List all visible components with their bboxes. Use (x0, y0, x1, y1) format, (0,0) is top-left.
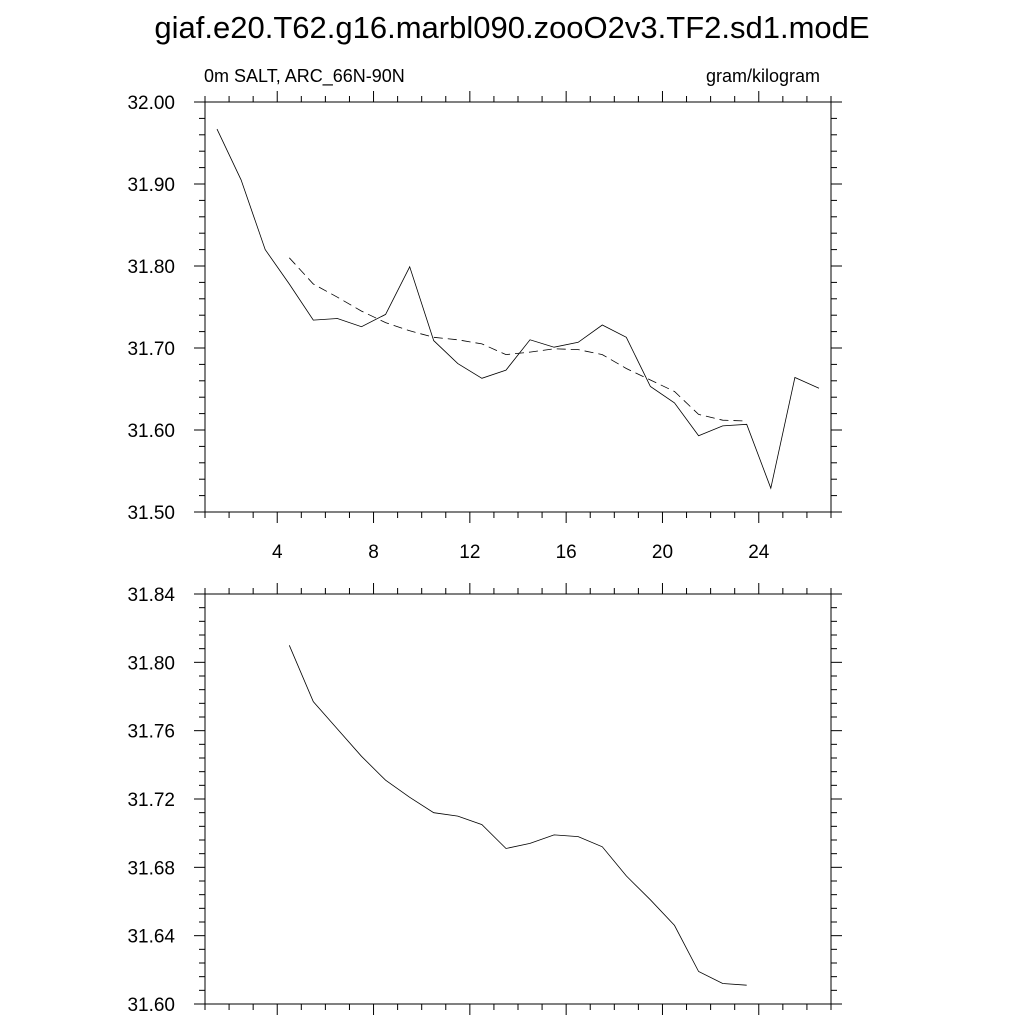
bottom-y-tick-label: 31.84 (127, 585, 175, 606)
bottom-y-tick-label: 31.60 (127, 995, 175, 1016)
bottom-y-tick-label: 31.68 (127, 858, 175, 880)
top-panel (127, 91, 842, 563)
top-x-tick-label: 12 (459, 542, 481, 563)
units-label: gram/kilogram (705, 66, 820, 86)
bottom-y-tick-label: 31.76 (127, 721, 175, 743)
bottom-y-tick-label: 31.72 (127, 790, 175, 811)
figure-title: giaf.e20.T62.g16.marbl090.zooO2v3.TF2.sd1.modE (154, 10, 870, 45)
bottom-panel (127, 583, 842, 1016)
bottom-y-tick-label: 31.80 (127, 653, 175, 675)
top-x-tick-label: 20 (651, 542, 674, 563)
top-y-tick-label: 32.00 (127, 93, 175, 114)
bottom-y-tick-label: 31.64 (127, 926, 175, 948)
top-y-tick-label: 31.70 (127, 339, 175, 360)
variable-region-label: 0m SALT, ARC_66N-90N (204, 66, 405, 86)
top-plot-frame (205, 102, 831, 512)
top-y-tick-label: 31.80 (127, 257, 175, 278)
top-series-line-dashed (289, 258, 746, 421)
top-y-tick-label: 31.50 (127, 503, 175, 524)
bottom-plot-frame (205, 594, 831, 1004)
top-y-tick-label: 31.60 (127, 421, 175, 442)
top-series-line-solid (217, 129, 819, 488)
top-x-tick-label: 8 (368, 542, 379, 563)
top-x-tick-label: 16 (555, 542, 577, 563)
top-x-tick-label: 4 (271, 542, 283, 563)
bottom-series-line-solid (289, 645, 746, 985)
top-x-tick-label: 24 (748, 542, 770, 563)
top-y-tick-label: 31.90 (127, 175, 175, 196)
